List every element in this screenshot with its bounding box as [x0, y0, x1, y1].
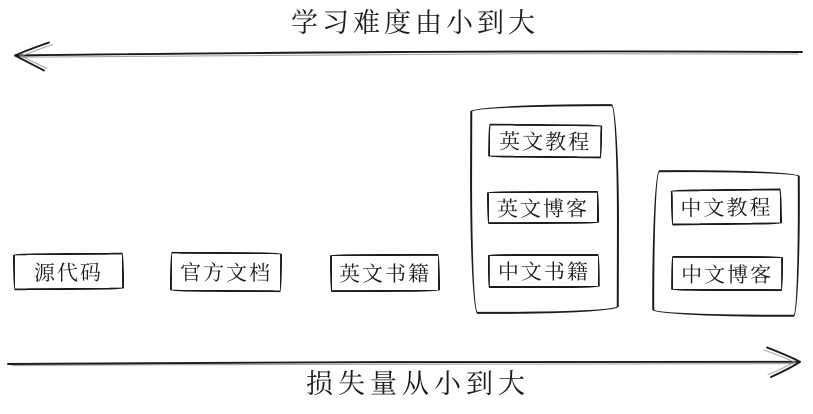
- box-english-blogs-label: 英文博客: [496, 196, 590, 221]
- box-english-books-label: 英文书籍: [338, 261, 432, 287]
- bottom-axis-label: 损失量从小到大: [306, 369, 530, 400]
- box-chinese-tutorials-label: 中文教程: [680, 195, 773, 221]
- box-chinese-books: [488, 254, 600, 288]
- group-chinese-resources: [652, 170, 801, 318]
- box-official-docs: [170, 252, 282, 293]
- box-english-tutorials-label: 英文教程: [499, 129, 592, 155]
- group-english-resources: [470, 104, 620, 314]
- box-chinese-blogs-label: 中文博客: [681, 262, 774, 287]
- box-source-code-label: 源代码: [33, 260, 104, 285]
- box-source-code: [13, 253, 124, 291]
- box-official-docs-label: 官方文档: [179, 260, 273, 286]
- box-chinese-blogs: [671, 256, 783, 291]
- box-english-tutorials: [488, 124, 602, 159]
- difficulty-axis-left-arrow-icon: [0, 30, 813, 82]
- box-chinese-tutorials: [671, 188, 782, 225]
- box-chinese-books-label: 中文书籍: [497, 259, 590, 285]
- box-english-books: [330, 254, 440, 292]
- top-axis-label: 学习难度由小到大: [291, 8, 539, 39]
- box-english-blogs: [487, 191, 599, 224]
